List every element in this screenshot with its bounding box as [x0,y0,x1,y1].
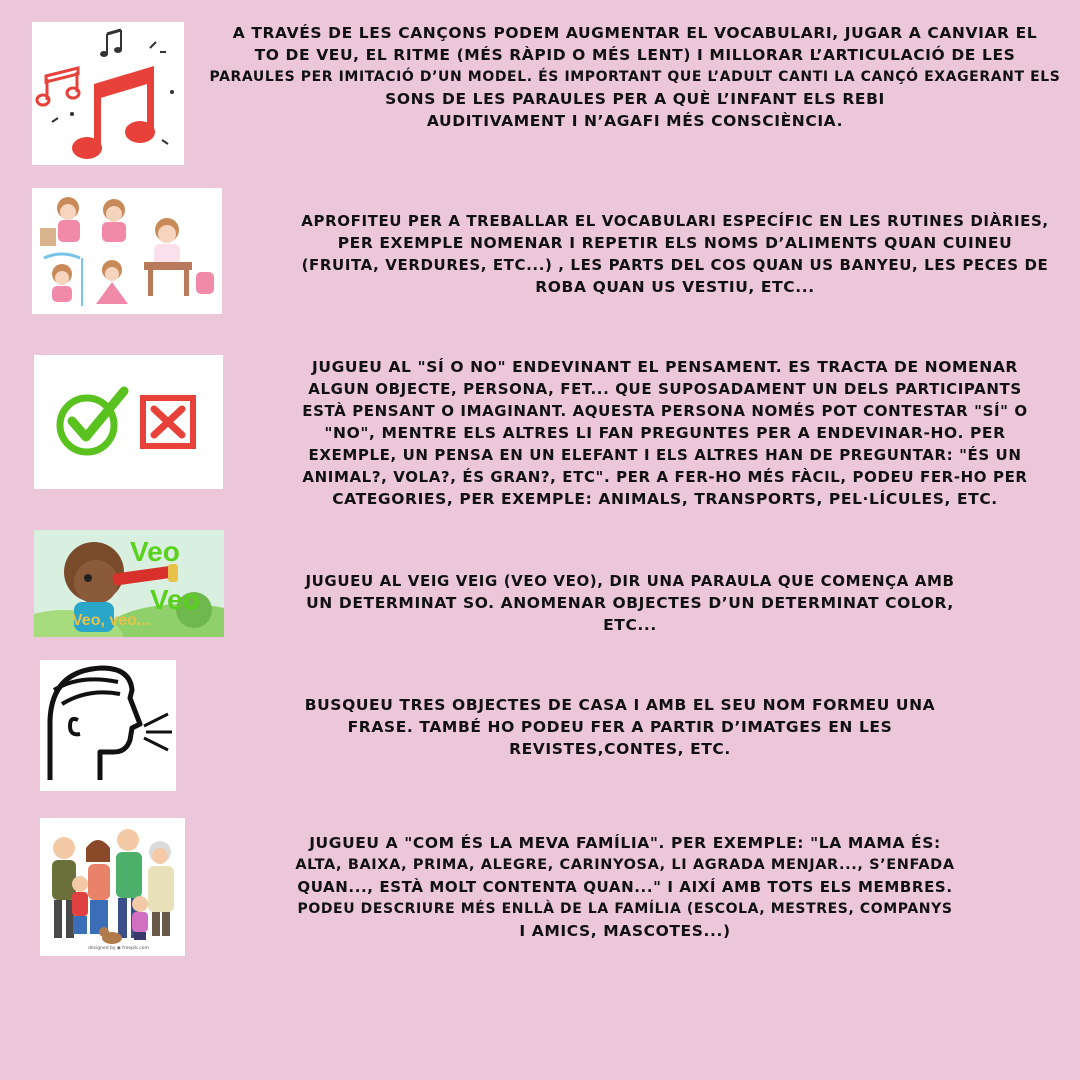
veo-title-1: Veo [130,536,180,567]
music-notes-image [32,22,184,165]
section-1-text: A TRAVÉS DE LES CANÇONS PODEM AUGMENTAR EL VOCABULARI, JUGAR A CANVIAR EL TO DE VEU, EL RITME (MÉS RÀPID O MÉS LENT) I MILLORAR L’ARTICULACIÓ DE LES PARAULES PER IMITACIÓ D’UN MODEL. ÉS IMPORTANT QUE L’ADULT CANTI LA CANÇÓ EXAGERANT ELS SONS DE LES PARAULES PER A QUÈ L’INFANT ELS REBI AUDITIVAMENT I N’AGAFI MÉS CONSCIÈNCIA. [209,24,1061,130]
section-5-text: BUSQUEU TRES OBJECTES DE CASA I AMB EL SEU NOM FORMEU UNA FRASE. TAMBÉ HO PODEU FER A PARTIR D’IMATGES EN LES REVISTES,CONTES, ETC. [304,696,936,758]
speaking-head-image [40,660,176,791]
veo-caption: Veo, veo... [72,612,151,629]
section-6-text: JUGUEU A "COM ÉS LA MEVA FAMÍLIA". PER EXEMPLE: "LA MAMA ÉS: ALTA, BAIXA, PRIMA, ALEGRE, CARINYOSA, LI AGRADA MENJAR..., S’ENFADA QUAN..., ESTÀ MOLT CONTENTA QUAN..." I AIXÍ AMB TOTS ELS MEMBRES. PODEU DESCRIURE MÉS ENLLÀ DE LA FAMÍLIA (ESCOLA, MESTRES, COMPANYS I AMICS, MASCOTES...) [295,834,955,940]
music-notes-icon [32,22,184,165]
speaking-head-icon [40,660,176,791]
family-icon [40,818,185,956]
section-2-text: APROFITEU PER A TREBALLAR EL VOCABULARI ESPECÍFIC EN LES RUTINES DIÀRIES, PER EXEMPLE NOMENAR I REPETIR ELS NOMS D’ALIMENTS QUAN CUINEU (FRUITA, VERDURES, ETC...) , LES PARTS DEL COS QUAN US BANYEU, LES PECES DE ROBA QUAN US VESTIU, ETC... [301,212,1049,296]
yes-no-image [34,355,223,489]
daily-routines-image [32,188,222,314]
daily-routines-icon [32,188,222,314]
veo-veo-image [34,530,224,637]
image-credit: designed by ◉ freepik.com [88,946,149,951]
veo-title-2: Veo [150,584,200,615]
family-image [40,818,185,956]
yes-no-icon [34,355,223,489]
section-4-text: JUGUEU AL VEIG VEIG (VEO VEO), DIR UNA PARAULA QUE COMENÇA AMB UN DETERMINAT SO. ANOMENAR OBJECTES D’UN DETERMINAT COLOR, ETC... [305,572,955,634]
section-3-text: JUGUEU AL "SÍ O NO" ENDEVINANT EL PENSAMENT. ES TRACTA DE NOMENAR ALGUN OBJECTE, PERSONA, FET... QUE SUPOSADAMENT UN DELS PARTICIPANTS ESTÀ PENSANT O IMAGINANT. AQUESTA PERSONA NOMÉS POT CONTESTAR "SÍ" O "NO", MENTRE ELS ALTRES LI FAN PREGUNTES PER A ENDEVINAR-HO. PER EXEMPLE, UN PENSA EN UN ELEFANT I ELS ALTRES HAN DE PREGUNTAR: "ÉS UN ANIMAL?, VOLA?, ÉS GRAN?, ETC". PER A FER-HO MÉS FÀCIL, PODEU FER-HO PER CATEGORIES, PER EXEMPLE: ANIMALS, TRANSPORTS, PEL·LÍCULES, ETC. [302,358,1028,508]
